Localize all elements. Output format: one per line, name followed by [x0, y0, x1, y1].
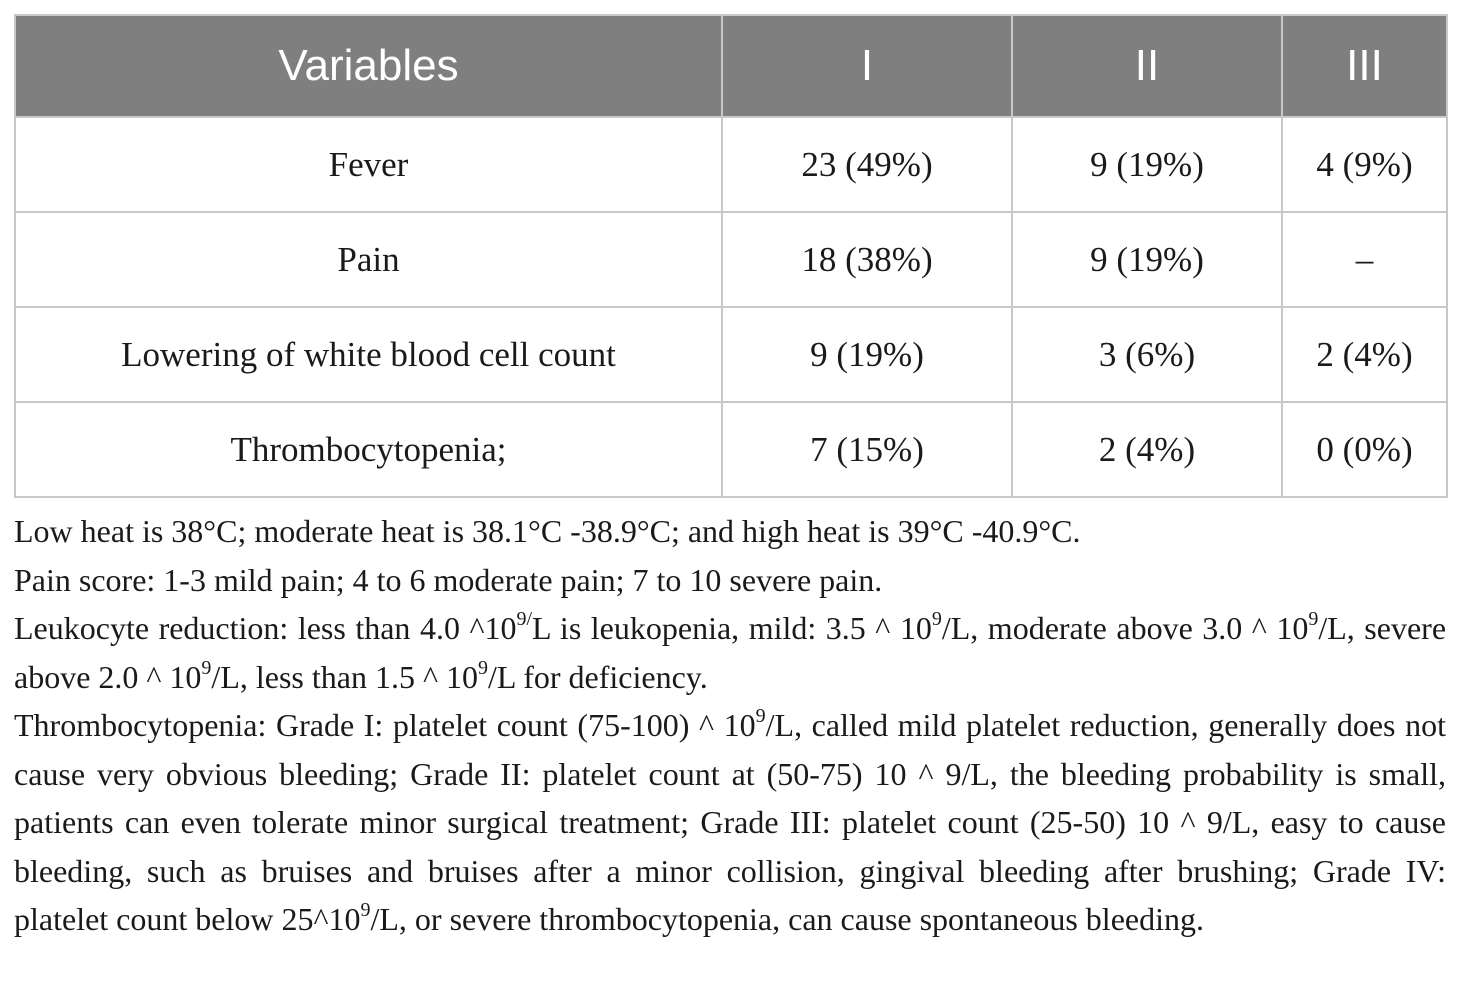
pain-note: Pain score: 1-3 mild pain; 4 to 6 moderate pain; 7 to 10 severe pain. [14, 561, 883, 598]
table-cell: 4 (9%) [1282, 117, 1447, 212]
table-row [15, 117, 1447, 212]
row-label: Fever [15, 117, 722, 212]
table-cell: 9 (19%) [1012, 212, 1282, 307]
table-cell: 9 (19%) [722, 307, 1012, 402]
adverse-events-table [14, 14, 1448, 498]
table-row [15, 212, 1447, 307]
header-grade-iii: III [1282, 15, 1447, 117]
thrombocytopenia-note: Thrombocytopenia: Grade I: platelet count (75-100) ^ $10^9/L$, called mild platelet reduction, generally does not cause very obvious bleeding; Grade II: platelet count at (50-75) 10 ^ 9/L, the bleeding probability is small, patients can even tolerate minor surgical treatment; Grade III: platelet count (25-50) 10 ^ 9/L, easy to cause bleeding, such as bruises and bruises after a minor collision, gingival bleeding after brushing; Grade IV: platelet count below $25\^{}10^9/L$, or severe thrombocytopenia, can cause spontaneous bleeding. [14, 705, 1447, 937]
table-footnotes [14, 507, 1446, 944]
header-grade-ii: II [1012, 15, 1282, 117]
table-cell: 2 (4%) [1012, 402, 1282, 497]
header-variables: Variables [15, 15, 722, 117]
table-row [15, 307, 1447, 402]
table-cell: – [1282, 212, 1447, 307]
table-cell: 23 (49%) [722, 117, 1012, 212]
table-header-row [15, 15, 1447, 117]
fever-note: Low heat is 38°C; moderate heat is 38.1°C -38.9°C; and high heat is 39°C -40.9°C. [14, 513, 1081, 549]
table-cell: 7 (15%) [722, 402, 1012, 497]
table-row [15, 402, 1447, 497]
row-label: Thrombocytopenia; [15, 402, 722, 497]
row-label: Lowering of white blood cell count [15, 307, 722, 402]
table-cell: 9 (19%) [1012, 117, 1282, 212]
table-cell: 18 (38%) [722, 212, 1012, 307]
row-label: Pain [15, 212, 722, 307]
leukocyte-note: Leukocyte reduction: less than 4.0 $\^{}10^{9/}L$ is leukopenia, mild: 3.5 ^ $10^9/L$, moderate above 3.0 ^ $10^9/L$, severe above 2.0 ^ $10^9/L$, less than 1.5 ^ $10^9/L$ for deficiency. [14, 608, 1447, 695]
table-cell: 3 (6%) [1012, 307, 1282, 402]
table-cell: 2 (4%) [1282, 307, 1447, 402]
header-grade-i: I [722, 15, 1012, 117]
data-table-container [14, 14, 1446, 498]
table-cell: 0 (0%) [1282, 402, 1447, 497]
